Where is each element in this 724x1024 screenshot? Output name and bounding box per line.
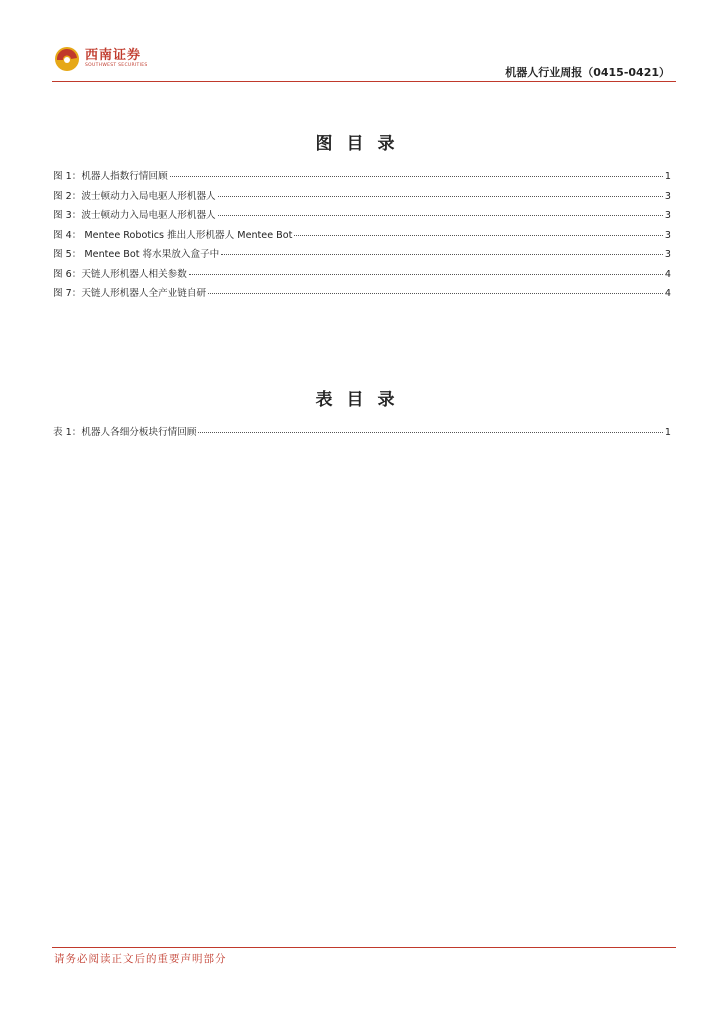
toc-dot-leader [218,196,663,197]
toc-entry-label: 图 5： Mentee Bot 将水果放入盒子中 [53,249,220,260]
disclaimer-note: 请务必阅读正文后的重要声明部分 [54,953,227,965]
toc-dot-leader [221,254,663,255]
logo-chinese-name: 西南证券 [85,48,142,63]
toc-entry-label: 图 7：天链人形机器人全产业链自研 [53,288,207,299]
company-logo [54,44,148,74]
toc-dot-leader [189,274,663,275]
logo-emblem-icon [54,46,80,72]
footer-divider [52,947,676,948]
toc-entry[interactable] [53,246,671,266]
toc-dot-leader [218,215,663,216]
toc-entry-label: 图 3：波士顿动力入局电驱人形机器人 [53,210,216,221]
toc-entry-page: 4 [664,268,671,280]
toc-dot-leader [170,176,663,177]
toc-entry[interactable] [53,266,671,286]
report-title: 机器人行业周报（0415-0421） [505,66,670,79]
toc-entry-page: 3 [664,190,671,202]
toc-entry-page: 3 [664,210,671,221]
tables-toc-title: 表目录 [315,390,409,410]
toc-entry[interactable] [53,227,671,247]
toc-entry-page: 4 [664,288,671,299]
tables-toc-list [53,424,671,444]
toc-entry-label: 图 1：机器人指数行情回顾 [53,171,168,182]
toc-entry[interactable] [53,207,671,227]
figures-toc-list [53,168,671,305]
toc-entry[interactable] [53,285,671,305]
toc-entry-label: 图 6：天链人形机器人相关参数 [53,268,187,280]
toc-dot-leader [208,293,663,294]
header-divider [52,81,676,82]
toc-entry[interactable] [53,424,671,444]
toc-entry[interactable] [53,168,671,188]
figures-toc-title: 图目录 [315,134,409,154]
toc-dot-leader [198,432,662,433]
toc-entry-page: 3 [664,249,671,260]
toc-entry-label: 图 2：波士顿动力入局电驱人形机器人 [53,190,216,202]
toc-entry-label: 表 1：机器人各细分板块行情回顾 [53,427,197,438]
toc-entry-page: 1 [664,171,671,182]
toc-entry-page: 1 [664,427,671,438]
toc-entry-page: 3 [664,229,671,241]
toc-dot-leader [294,235,663,236]
toc-entry[interactable] [53,188,671,208]
toc-entry-label: 图 4： Mentee Robotics 推出人形机器人 Mentee Bot [53,229,293,241]
logo-english-name: SOUTHWEST SECURITIES [85,63,148,68]
